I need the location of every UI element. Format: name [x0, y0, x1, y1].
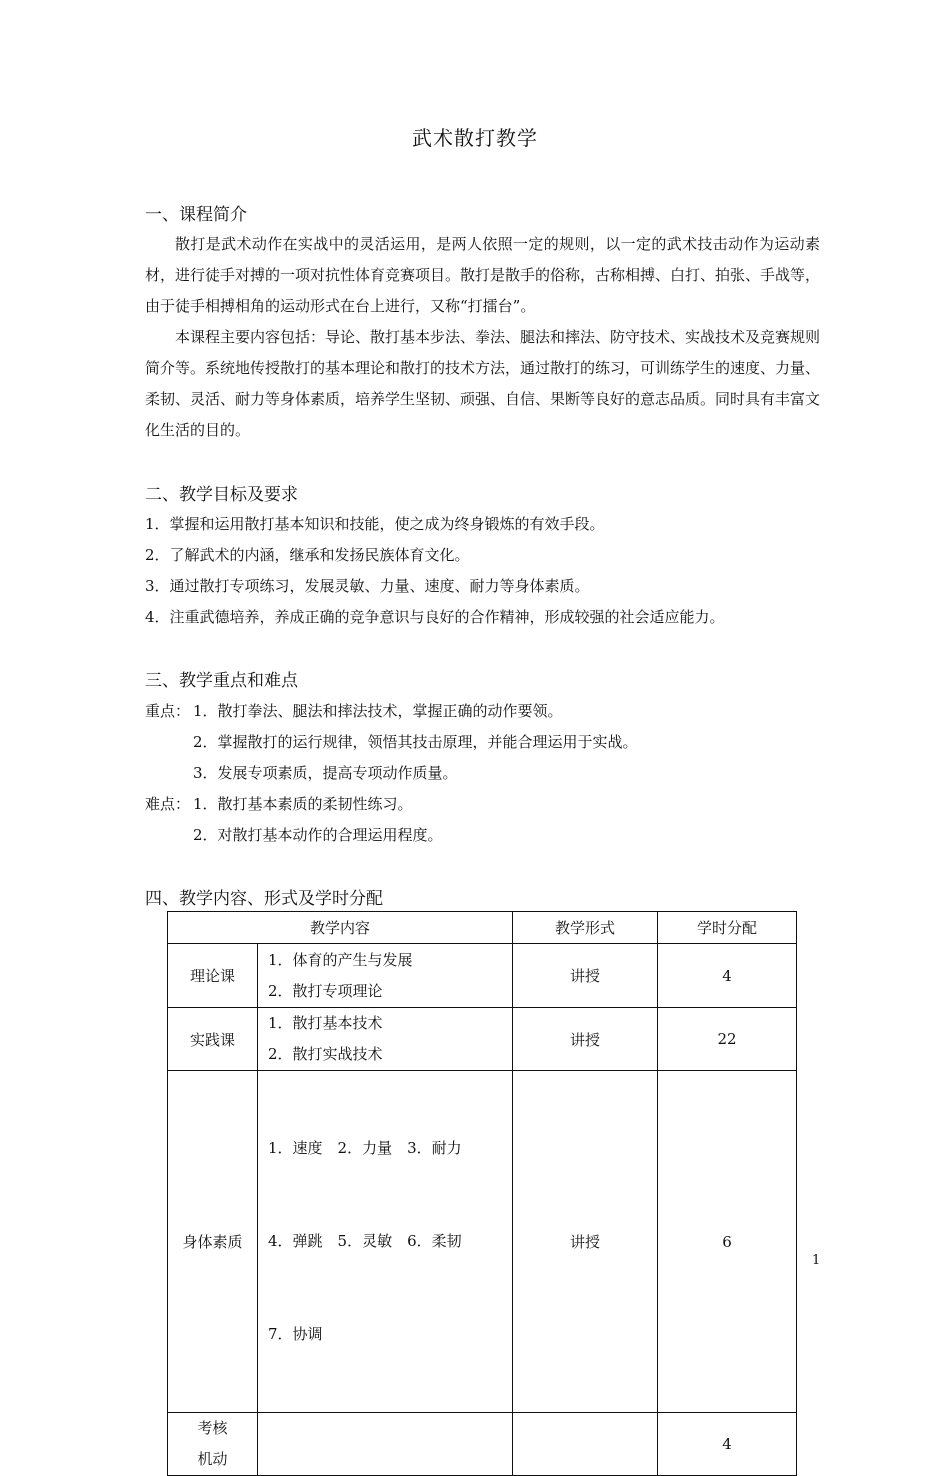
hours-cell: 22	[658, 1008, 797, 1071]
content-line: 4．弹跳 5．灵敏 6．柔韧	[268, 1232, 462, 1250]
form-cell: 讲授	[513, 1071, 658, 1413]
content-line: 2．散打实战技术	[268, 1045, 383, 1063]
focus-item: 3．发展专项素质，提高专项动作质量。	[193, 764, 458, 782]
content-line: 1．速度 2．力量 3．耐力	[268, 1139, 462, 1157]
category-cell: 理论课	[168, 944, 258, 1008]
goal-item: 2．了解武术的内涵，继承和发扬民族体育文化。	[145, 546, 470, 564]
teaching-plan-table	[167, 911, 797, 1476]
table-row	[168, 1008, 797, 1071]
content-cell	[258, 944, 513, 1008]
header-form: 教学形式	[513, 912, 658, 944]
form-cell: 讲授	[513, 1008, 658, 1071]
content-cell	[258, 1008, 513, 1071]
category-cell: 实践课	[168, 1008, 258, 1071]
content-line: 1．体育的产生与发展	[268, 950, 413, 969]
header-hours: 学时分配	[658, 912, 797, 944]
section-4-heading: 四、教学内容、形式及学时分配	[145, 889, 383, 909]
category-line: 机动	[197, 1450, 228, 1468]
goal-item: 3．通过散打专项练习，发展灵敏、力量、速度、耐力等身体素质。	[145, 577, 590, 595]
hours-cell: 4	[658, 1413, 797, 1476]
focus-item: 2．掌握散打的运行规律，领悟其技击原理，并能合理运用于实战。	[193, 733, 638, 751]
category-line: 考核	[197, 1419, 228, 1437]
difficulty-item: 2．对散打基本动作的合理运用程度。	[193, 826, 443, 844]
page-title: 武术散打教学	[412, 126, 538, 150]
category-cell: 身体素质	[168, 1071, 258, 1413]
focus-label: 重点：	[145, 702, 191, 720]
hours-cell: 6	[658, 1071, 797, 1413]
difficulty-item: 1．散打基本素质的柔韧性练习。	[193, 795, 413, 813]
difficulty-label: 难点：	[145, 795, 191, 813]
section-1-heading: 一、课程简介	[145, 205, 247, 225]
hours-cell: 4	[658, 944, 797, 1008]
table-row	[168, 944, 797, 1008]
form-cell	[513, 1413, 658, 1476]
table-header-row	[168, 912, 797, 944]
content-line: 7．协调	[268, 1325, 323, 1343]
content-cell	[258, 1071, 513, 1413]
content-line: 2．散打专项理论	[268, 981, 383, 1000]
section-1-paragraph-1: 散打是武术动作在实战中的灵活运用，是两人依照一定的规则，以一定的武术技击动作为运动素材，进行徒手对搏的一项对抗性体育竞赛项目。散打是散手的俗称，古称相搏、白打、拍张、手战等，由于徒手相搏相角的运动形式在台上进行，又称“打擂台”。	[145, 235, 821, 315]
content-line: 1．散打基本技术	[268, 1014, 383, 1032]
section-2-heading: 二、教学目标及要求	[145, 485, 298, 505]
table-row	[168, 1071, 797, 1413]
table-row	[168, 1413, 797, 1476]
category-cell	[168, 1413, 258, 1476]
section-1-paragraph-2: 本课程主要内容包括：导论、散打基本步法、拳法、腿法和摔法、防守技术、实战技术及竞赛规则简介等。系统地传授散打的基本理论和散打的技术方法，通过散打的练习，可训练学生的速度、力量、柔韧、灵活、耐力等身体素质，培养学生坚韧、顽强、自信、果断等良好的意志品质。同时具有丰富文化生活的目的。	[145, 328, 821, 439]
section-3-heading: 三、教学重点和难点	[145, 671, 298, 691]
header-content: 教学内容	[168, 912, 513, 944]
content-cell	[258, 1413, 513, 1476]
form-cell: 讲授	[513, 944, 658, 1008]
focus-item: 1．散打拳法、腿法和摔法技术，掌握正确的动作要领。	[193, 702, 563, 720]
goal-item: 1．掌握和运用散打基本知识和技能，使之成为终身锻炼的有效手段。	[145, 515, 605, 533]
page-number: 1	[812, 1253, 821, 1268]
goal-item: 4．注重武德培养，养成正确的竞争意识与良好的合作精神，形成较强的社会适应能力。	[145, 608, 725, 626]
